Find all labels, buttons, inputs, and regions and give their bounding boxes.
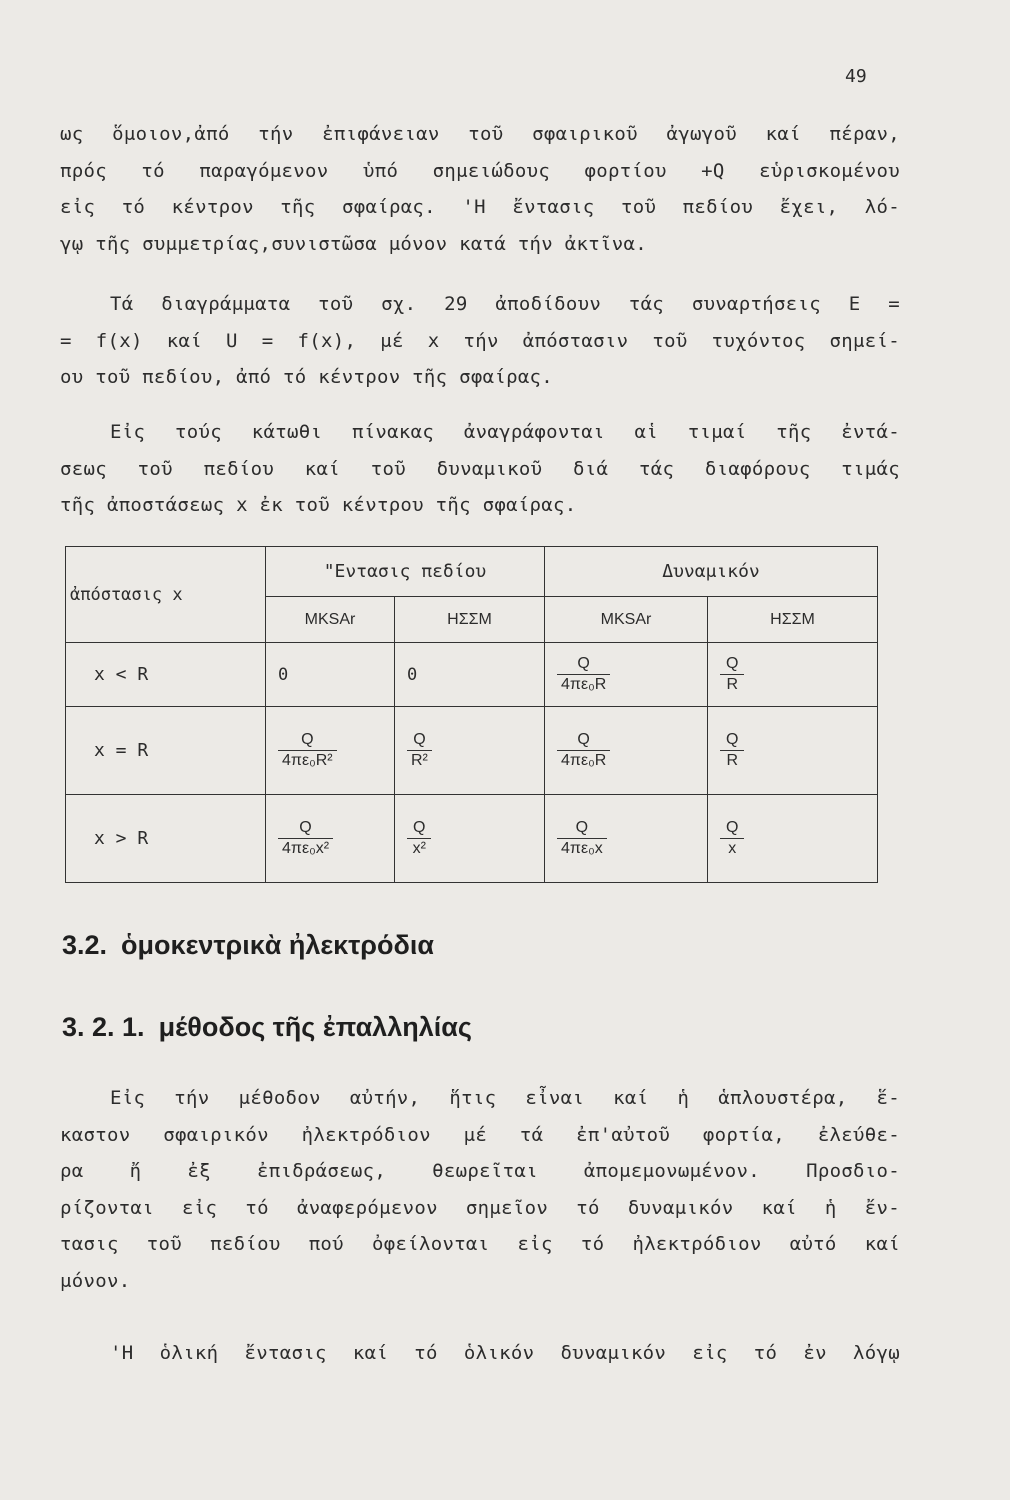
fraction-numerator: Q — [407, 730, 432, 751]
fraction-denominator: 4πε₀x² — [282, 840, 330, 857]
text-line: σεως τοῦ πεδίου καί τοῦ δυναμικοῦ διά τάς διαφόρους τιμάς — [60, 457, 900, 480]
unit-header: MKSAr — [266, 597, 395, 643]
fraction — [557, 654, 610, 695]
text-line: καστον σφαιρικόν ἠλεκτρόδιον μέ τά ἐπ'αὐτοῦ φορτία, ἐλεύθε- — [60, 1123, 900, 1146]
text-line: ρα ἤ ἐξ ἐπιδράσεως, θεωρεῖται ἀπομεμονωμένον. Προσδιο- — [60, 1160, 900, 1182]
fraction-denominator: R — [726, 752, 738, 769]
fraction-denominator: x — [728, 840, 737, 857]
text-line: ου τοῦ πεδίου, ἀπό τό κέντρον τῆς σφαίρας. — [60, 366, 554, 388]
text-line: ρίζονται εἰς τό ἀναφερόμενον σημεῖον τό δυναμικόν καί ἡ ἔν- — [60, 1196, 900, 1219]
subsection-title: μέθοδος τῆς ἐπαλληλίας — [158, 1012, 472, 1042]
distance-label: x > R — [66, 795, 266, 883]
subsection-heading — [62, 1012, 472, 1043]
value-cell — [395, 795, 545, 883]
fraction — [720, 654, 744, 695]
section-heading — [62, 930, 434, 961]
text-line: τῆς ἀποστάσεως x ἐκ τοῦ κέντρου τῆς σφαίρας. — [60, 494, 577, 516]
fraction — [720, 730, 744, 771]
text-line: 'Η ὁλική ἔντασις καί τό ὁλικόν δυναμικόν εἰς τό ἐν λόγῳ — [110, 1342, 900, 1364]
value-cell — [545, 795, 708, 883]
text-line: εἰς τό κέντρον τῆς σφαίρας. 'Η ἔντασις τοῦ πεδίου ἔχει, λό- — [60, 196, 900, 218]
unit-header: ΗΣΣΜ — [395, 597, 545, 643]
fraction — [557, 818, 607, 859]
fraction-numerator: Q — [720, 730, 744, 751]
fraction-denominator: R² — [411, 752, 428, 769]
fraction-numerator: Q — [720, 654, 744, 675]
table-row — [66, 707, 878, 795]
value-cell — [545, 707, 708, 795]
fraction — [278, 818, 333, 859]
fraction-denominator: x² — [412, 840, 426, 857]
unit-header: ΗΣΣΜ — [708, 597, 878, 643]
fraction-numerator: Q — [278, 818, 333, 839]
text-line: γῳ τῆς συμμετρίας,συνιστῶσα μόνον κατά τήν ἀκτῖνα. — [60, 232, 647, 255]
fraction-denominator: 4πε₀R — [561, 752, 607, 769]
fraction — [407, 818, 431, 859]
closing-paragraph — [60, 1335, 900, 1372]
table-row — [66, 795, 878, 883]
fraction-numerator: Q — [407, 818, 431, 839]
text-line: πρός τό παραγόμενον ὑπό σημειώδους φορτίου +Q εὑρισκομένου — [60, 159, 900, 182]
table-intro-paragraph — [60, 414, 900, 524]
value-cell: 0 — [395, 643, 545, 707]
distance-label: x = R — [66, 707, 266, 795]
text-line: ως ὅμοιον,ἀπό τήν ἐπιφάνειαν τοῦ σφαιρικοῦ ἀγωγοῦ καί πέραν, — [60, 123, 900, 145]
field-header: "Εντασις πεδίου — [266, 547, 545, 597]
fraction — [720, 818, 744, 859]
fraction — [407, 730, 432, 771]
value-cell — [395, 707, 545, 795]
diagram-paragraph — [60, 286, 900, 396]
values-table — [65, 546, 878, 883]
fraction-numerator: Q — [557, 818, 607, 839]
fraction-denominator: R — [726, 676, 738, 693]
section-title: ὁμοκεντρικὰ ἠλεκτρόδια — [121, 930, 434, 960]
section-number: 3.2. — [62, 930, 108, 960]
distance-header: ἀπόστασις x — [66, 547, 266, 643]
value-cell — [545, 643, 708, 707]
value-cell — [708, 643, 878, 707]
value-cell — [708, 707, 878, 795]
potential-header: Δυναμικόν — [545, 547, 878, 597]
subsection-number: 3. 2. 1. — [62, 1012, 145, 1042]
text-line: τασις τοῦ πεδίου πού ὀφείλονται εἰς τό ἠλεκτρόδιον αὐτό καί — [60, 1233, 900, 1255]
text-line: Τά διαγράμματα τοῦ σχ. 29 ἀποδίδουν τάς συναρτήσεις Ε = — [110, 293, 900, 315]
fraction-numerator: Q — [278, 730, 337, 751]
table-row — [66, 643, 878, 707]
value-cell — [266, 707, 395, 795]
text-line: Εἰς τούς κάτωθι πίνακας ἀναγράφονται αἱ τιμαί τῆς ἐντά- — [110, 421, 900, 443]
method-paragraph — [60, 1080, 900, 1299]
distance-label: x < R — [66, 643, 266, 707]
intro-paragraph — [60, 116, 900, 262]
fraction-numerator: Q — [557, 654, 610, 675]
text-line: μόνον. — [60, 1269, 131, 1292]
value-cell — [708, 795, 878, 883]
fraction-numerator: Q — [720, 818, 744, 839]
value-cell: 0 — [266, 643, 395, 707]
fraction-numerator: Q — [557, 730, 610, 751]
fraction-denominator: 4πε₀R² — [282, 752, 333, 769]
page-number: 49 — [845, 66, 867, 87]
unit-header: MKSAr — [545, 597, 708, 643]
value-cell — [266, 795, 395, 883]
fraction — [278, 730, 337, 771]
fraction — [557, 730, 610, 771]
fraction-denominator: 4πε₀x — [561, 840, 603, 857]
text-line: Εἰς τήν μέθοδον αὐτήν, ἥτις εἶναι καί ἡ ἁπλουστέρα, ἕ- — [110, 1087, 900, 1109]
fraction-denominator: 4πε₀R — [561, 676, 607, 693]
text-line: = f(x) καί U = f(x), μέ x τήν ἀπόστασιν τοῦ τυχόντος σημεί- — [60, 329, 900, 352]
